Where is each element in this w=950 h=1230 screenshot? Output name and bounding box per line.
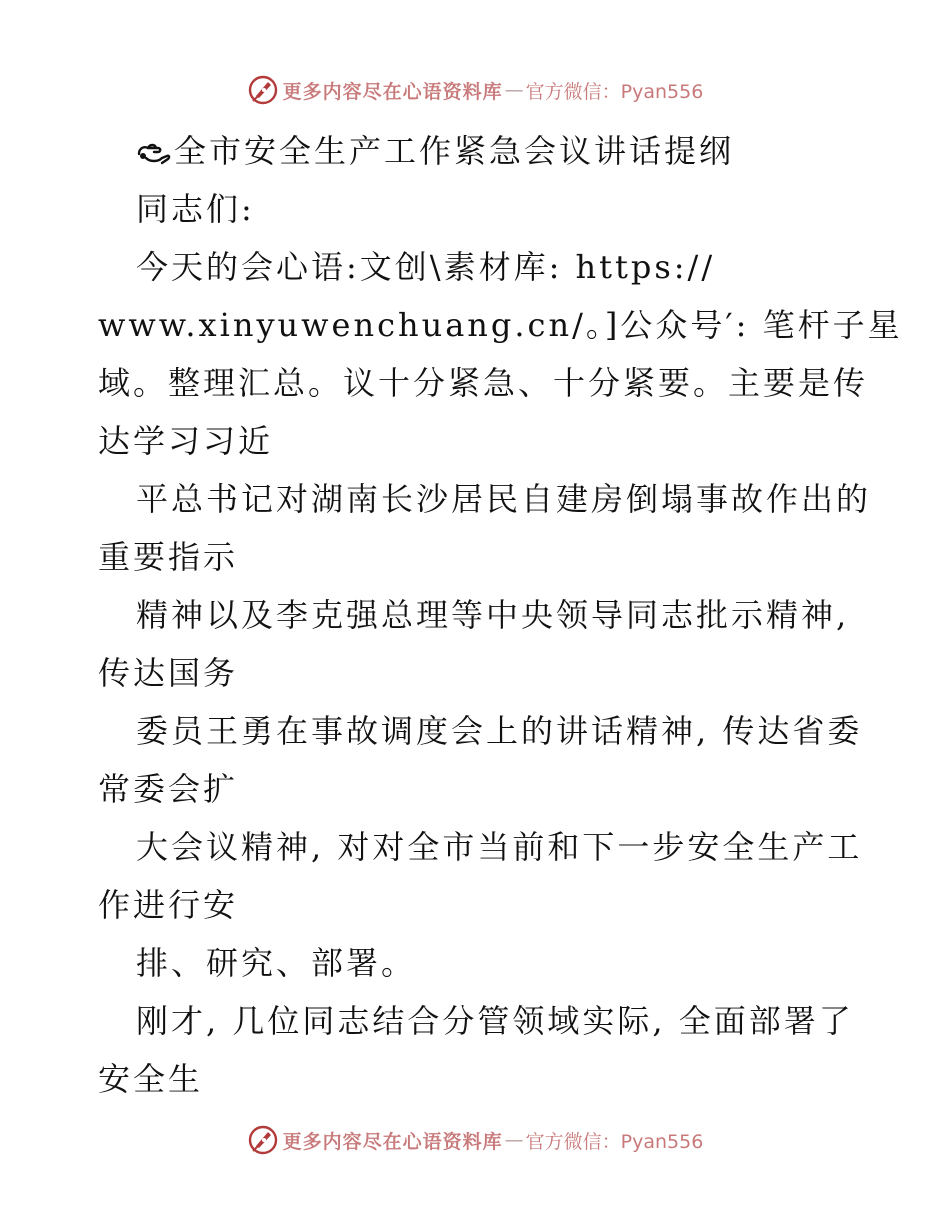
- promo-text: 更多内容尽在心语资料库: [282, 1130, 503, 1153]
- wechat-contact: 官方微信：Pyan556: [525, 1130, 704, 1153]
- pointing-hand-icon: [136, 136, 172, 166]
- document-body: [98, 122, 903, 1108]
- paragraph-line: 常委会扩: [98, 770, 239, 808]
- paragraph-line: 精神以及李克强总理等中央领导同志批示精神,: [136, 596, 850, 634]
- paragraph-line: 重要指示: [98, 538, 239, 576]
- paragraph-line: 大会议精神, 对对全市当前和下一步安全生产工: [136, 828, 863, 866]
- paragraph-line: 排、研究、部署。: [136, 944, 417, 982]
- paragraph-line: 作进行安: [98, 886, 239, 924]
- paragraph-line: 刚才, 几位同志结合分管领域实际, 全面部署了: [136, 1002, 854, 1040]
- paragraph-line: 今天的会心语:文创\素材库: https://: [136, 248, 716, 286]
- paragraph-line: 同志们:: [136, 190, 255, 228]
- document-title: [98, 122, 858, 180]
- paragraph-line: 域。整理汇总。议十分紧急、十分紧要。主要是传: [98, 364, 869, 402]
- banner-separator: —: [504, 79, 524, 101]
- promo-text: 更多内容尽在心语资料库: [282, 80, 503, 103]
- paragraph-line: 达学习习近: [98, 422, 274, 460]
- wechat-contact: 官方微信：Pyan556: [525, 80, 704, 103]
- paragraph-line: 平总书记对湖南长沙居民自建房倒塌事故作出的: [136, 480, 872, 518]
- pen-nib-logo-icon: [247, 1124, 279, 1156]
- paragraph-line: 委员王勇在事故调度会上的讲话精神, 传达省委: [136, 712, 863, 750]
- paragraph-line: 传达国务: [98, 654, 239, 692]
- pen-nib-logo-icon: [247, 74, 279, 106]
- footer-banner: [0, 1120, 950, 1160]
- paragraph-line: 安全生: [98, 1060, 204, 1098]
- header-banner: [0, 70, 950, 110]
- document-title-text: 全市安全生产工作紧急会议讲话提纲: [174, 132, 735, 170]
- paragraph-line: www.xinyuwenchuang.cn/。]公众号′: 笔杆子星: [98, 306, 903, 344]
- banner-separator: —: [504, 1129, 524, 1151]
